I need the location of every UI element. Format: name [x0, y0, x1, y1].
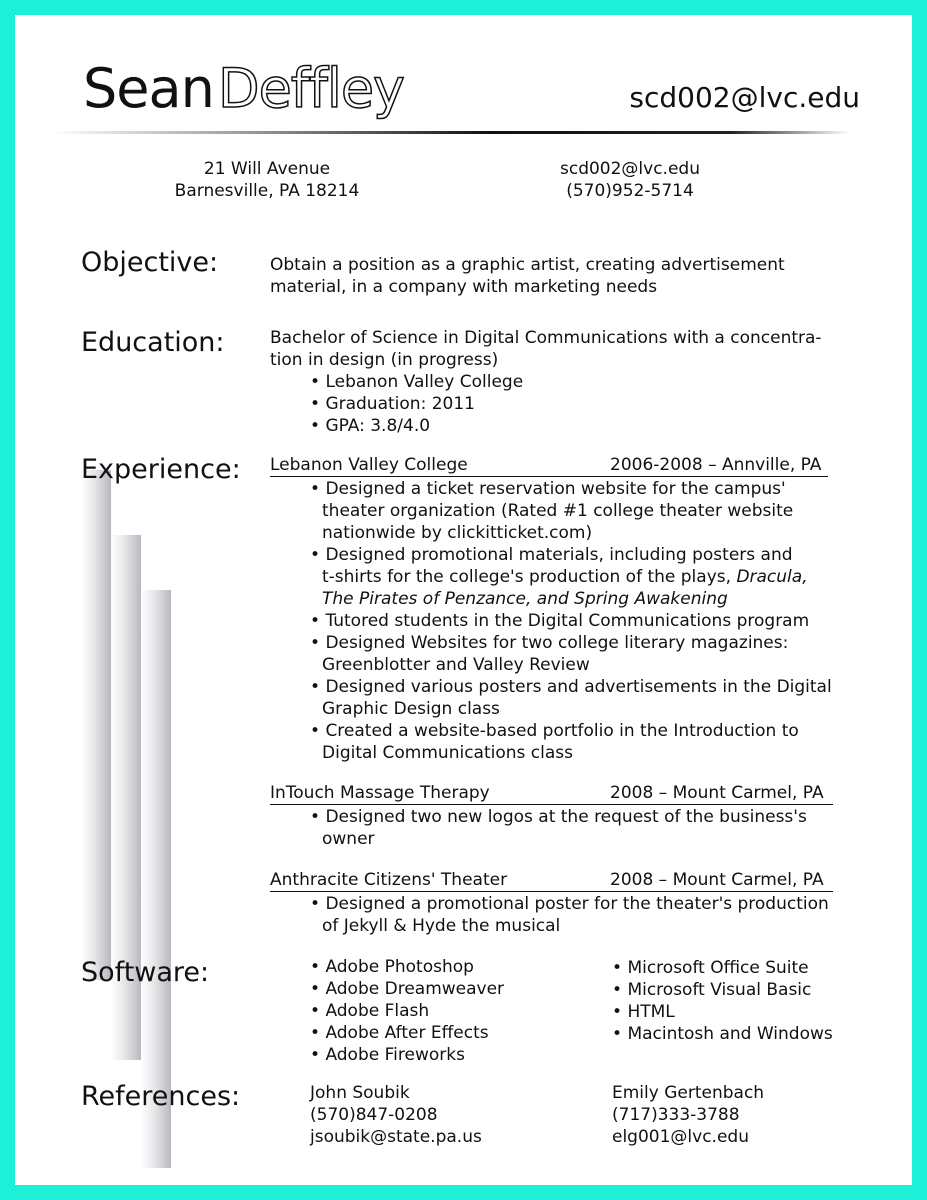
- reference-2: [612, 1082, 764, 1148]
- reference-email: jsoubik@state.pa.us: [310, 1127, 482, 1147]
- education-line-1: Bachelor of Science in Digital Communications with a concentra-: [270, 328, 822, 348]
- contact-email: scd002@lvc.edu: [559, 159, 700, 179]
- software-list-left: [310, 956, 504, 1066]
- list-item: • Adobe Dreamweaver: [310, 979, 505, 999]
- job-org: InTouch Massage Therapy: [270, 783, 490, 803]
- list-item: • Designed two new logos at the request of the business's owner: [310, 807, 807, 849]
- list-item: • Designed a ticket reservation website for the campus' theater organization (Rated #1 college theater website nationwide by clickitticket.com): [310, 479, 794, 543]
- reference-phone: (570)847-0208: [310, 1105, 438, 1125]
- list-item: • Designed various posters and advertisements in the Digital Graphic Design class: [310, 677, 832, 719]
- list-item: • Designed a promotional poster for the theater's production of Jekyll & Hyde the musical: [310, 894, 829, 936]
- objective-line-2: material, in a company with marketing needs: [270, 277, 658, 297]
- contact-phone: (570)952-5714: [566, 181, 694, 201]
- education-text: [270, 327, 822, 437]
- heading-education: Education:: [81, 327, 225, 358]
- heading-experience: Experience:: [81, 454, 241, 485]
- name-first: Sean: [83, 57, 214, 120]
- header-rule: [50, 131, 850, 134]
- address-line-1: 21 Will Avenue: [203, 159, 331, 179]
- reference-phone: (717)333-3788: [612, 1105, 740, 1125]
- job-header: [270, 455, 828, 477]
- reference-name: John Soubik: [310, 1083, 410, 1103]
- list-item: • Adobe Photoshop: [310, 957, 474, 977]
- job-org: Lebanon Valley College: [270, 455, 468, 475]
- list-item: • Lebanon Valley College: [310, 372, 524, 392]
- decorative-bar-1: [81, 470, 111, 980]
- address-block: [147, 158, 387, 202]
- name-last: Deffley: [218, 57, 405, 120]
- list-item: • Adobe Fireworks: [310, 1045, 465, 1065]
- list-item: • GPA: 3.8/4.0: [310, 416, 431, 436]
- heading-software: Software:: [81, 957, 210, 988]
- job-dates: 2006-2008 – Annville, PA: [610, 455, 822, 475]
- list-item: • Adobe Flash: [310, 1001, 430, 1021]
- objective-text: [270, 254, 785, 298]
- software-list-right: [612, 957, 833, 1045]
- reference-email: elg001@lvc.edu: [612, 1127, 749, 1147]
- list-item: • Designed promotional materials, including posters and t-shirts for the college's production of the plays, Dracula, The Pirates of Penzance, and Spring Awakening: [310, 545, 808, 609]
- list-item: • Tutored students in the Digital Communications program: [310, 611, 810, 631]
- job-1: [270, 455, 832, 764]
- list-item: • Graduation: 2011: [310, 394, 475, 414]
- list-item: • Macintosh and Windows: [612, 1024, 833, 1044]
- job-header: [270, 783, 833, 805]
- job-dates: 2008 – Mount Carmel, PA: [610, 870, 824, 890]
- list-item: • Designed Websites for two college literary magazines: Greenblotter and Valley Review: [310, 633, 789, 675]
- job-org: Anthracite Citizens' Theater: [270, 870, 508, 890]
- list-item: • Created a website-based portfolio in the Introduction to Digital Communications class: [310, 721, 799, 763]
- list-item: • Adobe After Effects: [310, 1023, 489, 1043]
- education-line-2: tion in design (in progress): [270, 350, 499, 370]
- reference-name: Emily Gertenbach: [612, 1083, 765, 1103]
- reference-1: [310, 1082, 482, 1148]
- job-2: [270, 783, 833, 850]
- objective-line-1: Obtain a position as a graphic artist, creating advertisement: [270, 255, 785, 275]
- heading-objective: Objective:: [81, 247, 219, 278]
- heading-references: References:: [81, 1081, 241, 1112]
- contact-block: [515, 158, 745, 202]
- job-3: [270, 870, 833, 937]
- job-dates: 2008 – Mount Carmel, PA: [610, 783, 824, 803]
- job-header: [270, 870, 833, 892]
- address-line-2: Barnesville, PA 18214: [174, 181, 360, 201]
- header-email: scd002@lvc.edu: [629, 81, 860, 114]
- list-item: • HTML: [612, 1002, 675, 1022]
- list-item: • Microsoft Office Suite: [612, 958, 809, 978]
- list-item: • Microsoft Visual Basic: [612, 980, 812, 1000]
- resume-page: [15, 15, 912, 1185]
